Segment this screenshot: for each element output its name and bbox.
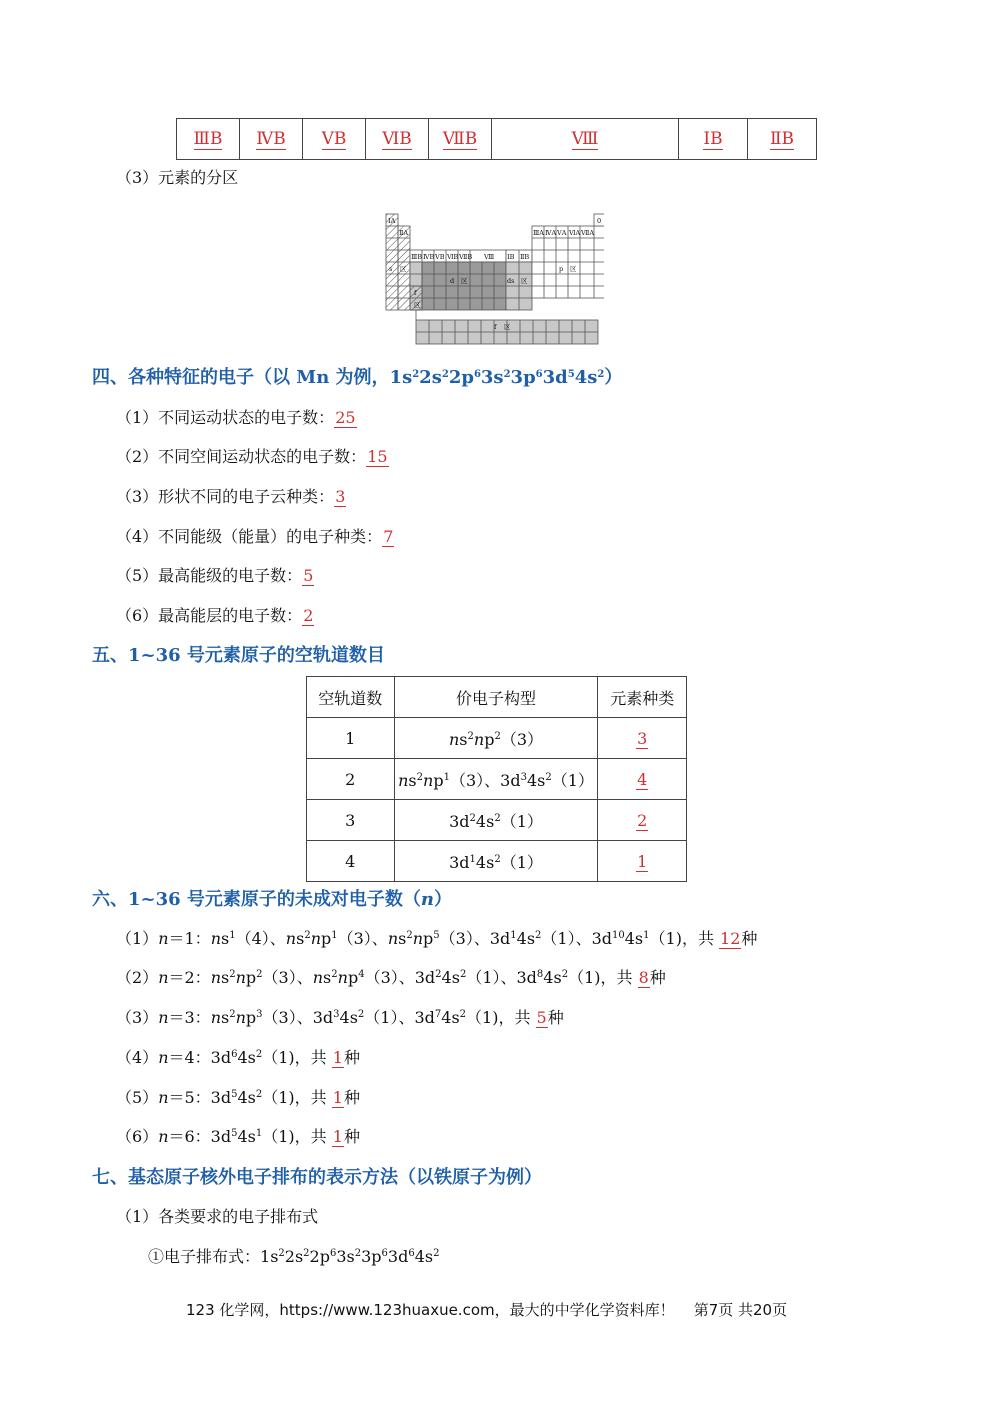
svg-text:f: f xyxy=(494,323,497,331)
group-cell: ⅢB xyxy=(177,119,240,160)
svg-text:ⅦB: ⅦB xyxy=(459,253,473,261)
svg-text:ⅢA: ⅢA xyxy=(533,229,544,237)
svg-text:f: f xyxy=(414,289,417,297)
section-3-label: （3）元素的分区 xyxy=(116,168,239,187)
s6-item-3: （3）n＝3：$ns^2np^3(3)$、$3d^34s^2(1)$、$3d^74s^2(1)$，共 5种 xyxy=(116,1008,564,1027)
svg-text:d: d xyxy=(450,277,455,285)
s4-item-6: （6）最高能层的电子数：2 xyxy=(116,606,314,625)
svg-text:区: 区 xyxy=(461,277,468,285)
s7-sub-1: （1）各类要求的电子排布式 xyxy=(116,1207,319,1226)
svg-text:区: 区 xyxy=(570,265,577,273)
svg-text:ⅠA: ⅠA xyxy=(388,217,396,225)
svg-text:区: 区 xyxy=(521,277,528,285)
svg-text:ⅤA: ⅤA xyxy=(557,229,567,237)
table-header: 空轨道数 xyxy=(307,677,395,718)
s6-item-1: （1）n＝1：$ns^1(4)$、$ns^2np^1(3)$、$ns^2np^5(3)$、$3d^14s^2(1)$、$3d^{10}4s^1(1)$，共 12种 xyxy=(116,929,758,948)
s7-item-1: ①电子排布式：$1s^22s^22p^63s^23p^63d^64s^2$ xyxy=(148,1247,440,1266)
group-cell: Ⅷ xyxy=(492,119,679,160)
svg-text:Ⅷ: Ⅷ xyxy=(484,253,495,261)
group-cell: ⅤB xyxy=(303,119,366,160)
group-cell: ⅠB xyxy=(679,119,748,160)
footer-page: 第7页 共20页 xyxy=(693,1301,788,1319)
svg-text:ⅠB: ⅠB xyxy=(507,253,515,261)
svg-text:ⅥB: ⅥB xyxy=(447,253,459,261)
svg-text:s: s xyxy=(389,265,393,273)
section-7-title: 七、基态原子核外电子排布的表示方法（以铁原子为例） xyxy=(92,1167,542,1188)
s4-item-1: （1）不同运动状态的电子数：25 xyxy=(116,408,356,427)
group-cell: ⅥB xyxy=(366,119,429,160)
svg-text:区: 区 xyxy=(400,265,407,273)
svg-text:ⅤB: ⅤB xyxy=(435,253,445,261)
svg-text:区: 区 xyxy=(414,301,421,309)
table-header: 元素种类 xyxy=(598,677,687,718)
s6-item-4: （4）n＝4：$3d^64s^2(1)$，共 1种 xyxy=(116,1048,360,1067)
svg-text:ⅣB: ⅣB xyxy=(423,253,435,261)
table-row: 2 $ns^2np^1(3)$、$3d^34s^2(1)$ 4 xyxy=(307,759,687,800)
svg-text:ⅡB: ⅡB xyxy=(520,253,530,261)
svg-text:ⅦA: ⅦA xyxy=(581,229,595,237)
s4-item-2: （2）不同空间运动状态的电子数：15 xyxy=(116,447,388,466)
group-cell: ⅣB xyxy=(240,119,303,160)
svg-text:ⅣA: ⅣA xyxy=(545,229,557,237)
svg-text:p: p xyxy=(559,265,564,273)
s6-item-6: （6）n＝6：$3d^54s^1(1)$，共 1种 xyxy=(116,1127,360,1146)
periodic-table-blocks xyxy=(384,210,604,346)
svg-text:0: 0 xyxy=(597,217,602,225)
s6-item-2: （2）n＝2：$ns^2np^2(3)$、$ns^2np^4(3)$、$3d^24s^2(1)$、$3d^84s^2(1)$，共 8种 xyxy=(116,968,666,987)
table-row: 4 $3d^14s^2(1)$ 1 xyxy=(307,841,687,882)
group-header-table xyxy=(176,118,817,160)
s4-item-4: （4）不同能级（能量）的电子种类：7 xyxy=(116,527,394,546)
svg-text:区: 区 xyxy=(504,323,511,331)
empty-orbital-table xyxy=(306,676,687,882)
svg-text:ⅢB: ⅢB xyxy=(411,253,423,261)
svg-text:ds: ds xyxy=(507,277,515,285)
section-6-title: 六、1~36 号元素原子的未成对电子数（n） xyxy=(92,889,453,910)
svg-text:ⅡA: ⅡA xyxy=(399,229,409,237)
table-header: 价电子构型 xyxy=(394,677,598,718)
footer-site: 123 化学网，https://www.123huaxue.com，最大的中学化学资料库！ xyxy=(186,1301,675,1319)
s6-item-5: （5）n＝5：$3d^54s^2(1)$，共 1种 xyxy=(116,1088,360,1107)
table-row: 1 $ns^2np^2(3)$ 3 xyxy=(307,718,687,759)
page-footer xyxy=(186,1299,787,1320)
group-cell: ⅡB xyxy=(748,119,817,160)
section-4-title: 四、各种特征的电子（以 Mn 为例，$1s^22s^22p^63s^23p^63d^54s^2$） xyxy=(92,367,623,388)
s4-item-5: （5）最高能级的电子数：5 xyxy=(116,566,314,585)
section-5-title: 五、1~36 号元素原子的空轨道数目 xyxy=(92,645,385,666)
s4-item-3: （3）形状不同的电子云种类：3 xyxy=(116,487,346,506)
table-row: 3 $3d^24s^2(1)$ 2 xyxy=(307,800,687,841)
svg-text:ⅥA: ⅥA xyxy=(569,229,581,237)
group-cell: ⅦB xyxy=(429,119,492,160)
